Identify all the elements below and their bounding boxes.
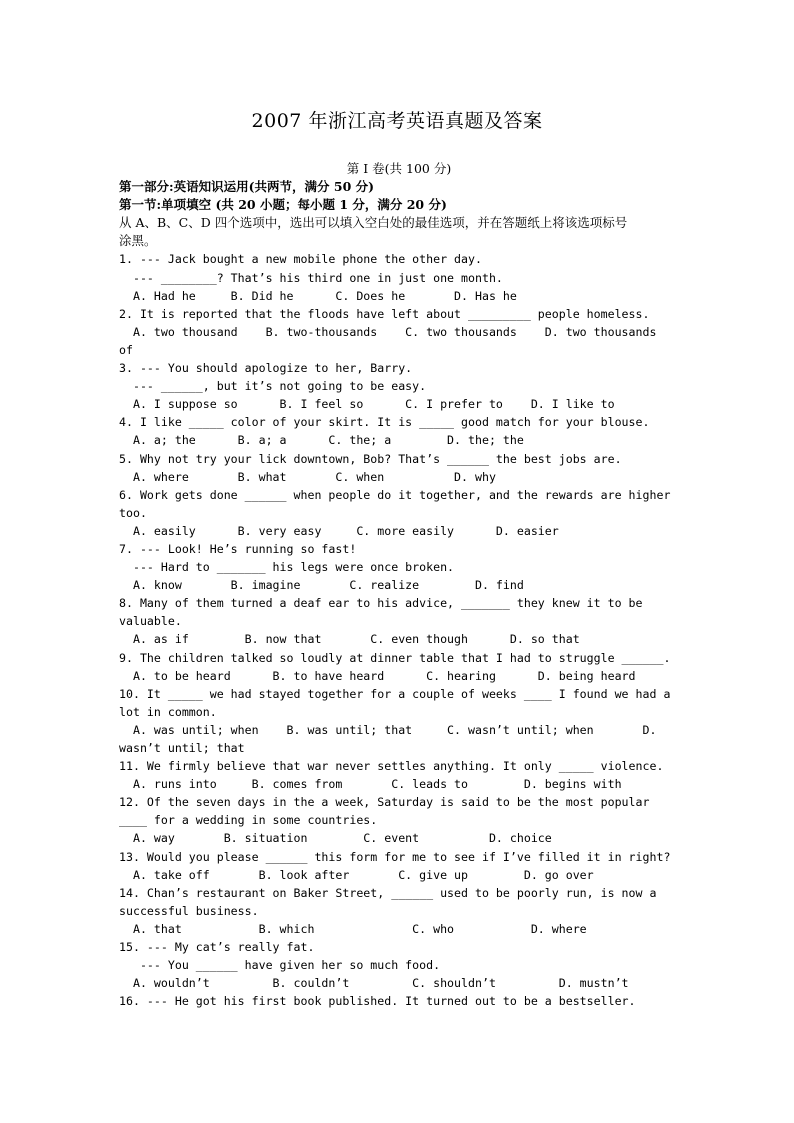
text-line: A. to be heard B. to have heard C. hearing D. being heard <box>119 668 636 683</box>
text-line: A. way B. situation C. event D. choice <box>119 831 552 846</box>
text-line: A. Had he B. Did he C. Does he D. Has he <box>119 288 517 303</box>
text-line: too. <box>119 505 147 520</box>
text-line: A. was until; when B. was until; that C. wasn’t until; when D. <box>119 722 657 737</box>
text-line: A. where B. what C. when D. why <box>119 469 496 484</box>
text-line: of <box>119 342 133 357</box>
text-line: 15. --- My cat’s really fat. <box>119 940 315 955</box>
text-line: 16. --- He got his first book published. It turned out to be a bestseller. <box>119 994 636 1009</box>
text-line: 13. Would you please ______ this form for me to see if I’ve filled it in right? <box>119 849 671 864</box>
text-line: 9. The children talked so loudly at dinner table that I had to struggle ______. <box>119 650 671 665</box>
text-line: 6. Work gets done ______ when people do it together, and the rewards are higher <box>119 487 671 502</box>
text-line: A. easily B. very easy C. more easily D. easier <box>119 523 559 538</box>
document-title: 2007 年浙江高考英语真题及答案 <box>251 110 543 132</box>
text-line: 2. It is reported that the floods have left about _________ people homeless. <box>119 306 650 321</box>
text-line: 12. Of the seven days in the a week, Saturday is said to be the most popular <box>119 795 650 810</box>
text-line: 4. I like _____ color of your skirt. It is _____ good match for your blouse. <box>119 415 650 430</box>
text-line: A. as if B. now that C. even though D. so that <box>119 632 580 647</box>
part-heading: 第 I 卷(共 100 分) <box>346 161 452 176</box>
text-line: --- You ______ have given her so much food. <box>119 958 441 973</box>
instruction-line-1: 从 A、B、C、D 四个选项中，选出可以填入空白处的最佳选项，并在答题纸上将该选项标号 <box>119 215 628 231</box>
text-line: lot in common. <box>119 704 217 719</box>
text-line: successful business. <box>119 903 259 918</box>
text-line: 3. --- You should apologize to her, Barry. <box>119 361 413 376</box>
text-line: A. know B. imagine C. realize D. find <box>119 578 524 593</box>
document-content <box>119 160 679 1010</box>
text-line: 7. --- Look! He’s running so fast! <box>119 541 357 556</box>
text-line: A. take off B. look after C. give up D. go over <box>119 867 594 882</box>
text-line: A. I suppose so B. I feel so C. I prefer to D. I like to <box>119 397 615 412</box>
text-line: A. wouldn’t B. couldn’t C. shouldn’t D. mustn’t <box>119 976 629 991</box>
text-line: A. a; the B. a; a C. the; a D. the; the <box>119 433 524 448</box>
text-line: 10. It _____ we had stayed together for a couple of weeks ____ I found we had a <box>119 686 671 701</box>
text-line: --- Hard to _______ his legs were once broken. <box>119 560 455 575</box>
text-line: 1. --- Jack bought a new mobile phone the other day. <box>119 252 482 267</box>
section-heading: 第一部分:英语知识运用(共两节，满分 50 分) <box>119 179 375 195</box>
text-line: --- ______, but it’s not going to be easy. <box>119 379 427 394</box>
question-list <box>119 250 679 1010</box>
text-line: wasn’t until; that <box>119 741 245 755</box>
text-line: 14. Chan’s restaurant on Baker Street, ______ used to be poorly run, is now a <box>119 885 657 900</box>
text-line: A. runs into B. comes from C. leads to D. begins with <box>119 777 622 792</box>
text-line: 5. Why not try your lick downtown, Bob? That’s ______ the best jobs are. <box>119 451 622 466</box>
subsection-heading: 第一节:单项填空 (共 20 小题；每小题 1 分，满分 20 分) <box>119 197 447 213</box>
text-line: --- ________? That’s his third one in just one month. <box>119 270 503 285</box>
text-line: 8. Many of them turned a deaf ear to his advice, _______ they knew it to be <box>119 596 643 611</box>
text-line: ____ for a wedding in some countries. <box>119 813 378 828</box>
text-line: 11. We firmly believe that war never settles anything. It only _____ violence. <box>119 759 664 774</box>
instruction-line-2: 涂黑。 <box>119 233 157 249</box>
text-line: A. two thousand B. two-thousands C. two thousands D. two thousands <box>119 324 657 339</box>
text-line: valuable. <box>119 614 182 629</box>
text-line: A. that B. which C. who D. where <box>119 921 587 936</box>
